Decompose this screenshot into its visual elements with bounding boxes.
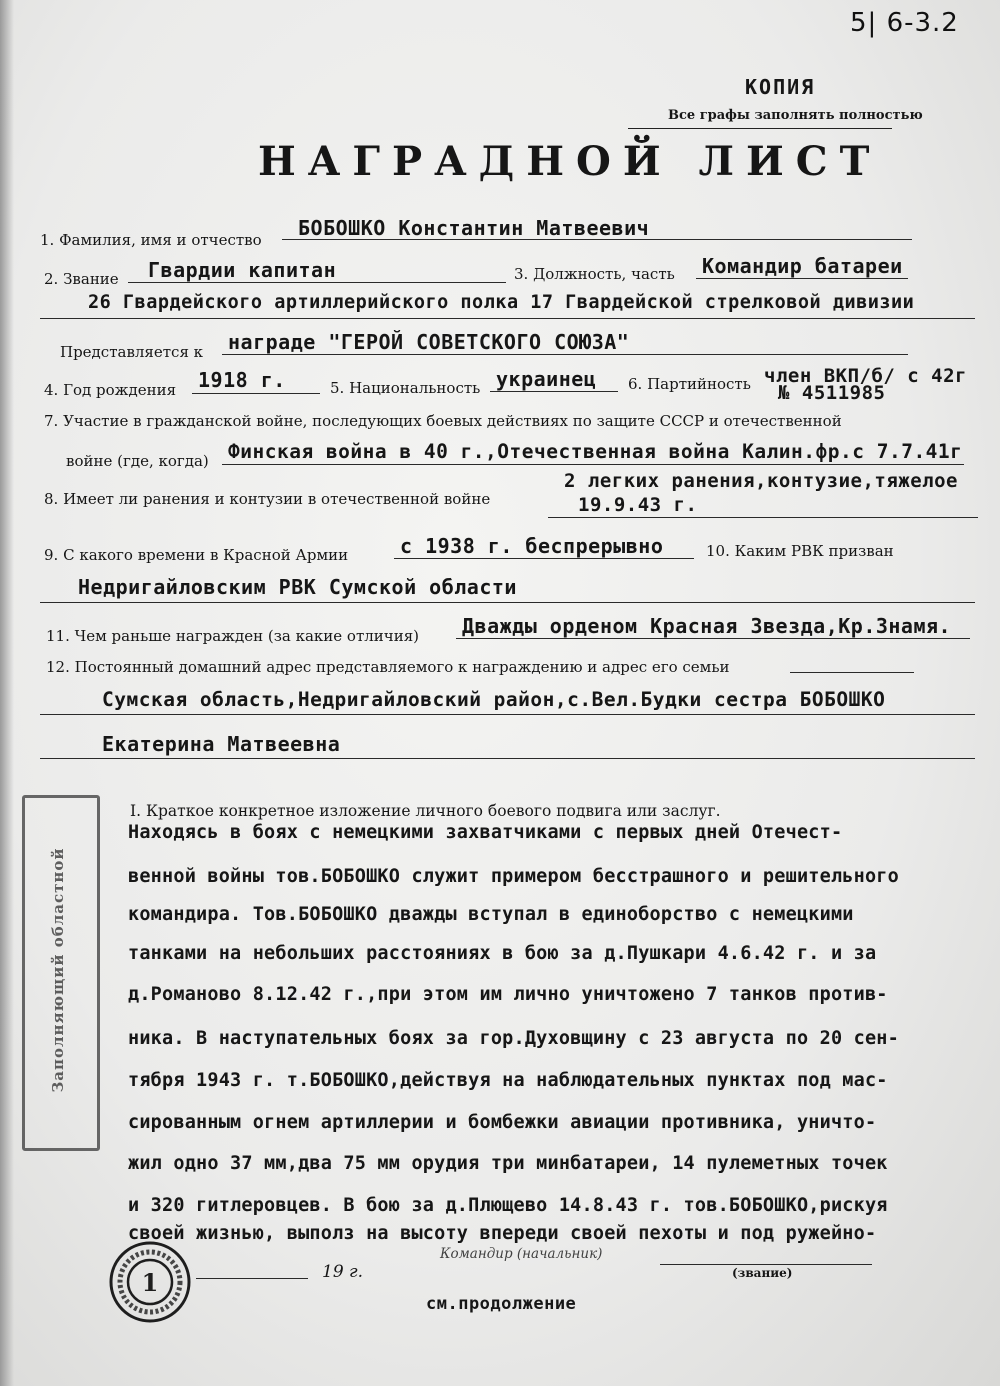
field-10-value: Недригайловским РВК Сумской области — [78, 575, 517, 599]
feat-line: танками на небольших расстояниях в бою за д.Пушкари 4.6.42 г. и за — [128, 943, 877, 964]
field-12-rule-1 — [40, 714, 975, 715]
document-title: НАГРАДНОЙ ЛИСТ — [258, 138, 882, 185]
field-5-label: 5. Национальность — [330, 379, 481, 397]
archive-stamp-text: Заполняющий областной — [49, 847, 67, 1093]
feat-line: сированным огнем артиллерии и бомбежки авиации противника, уничто- — [128, 1112, 877, 1133]
presentation-value: награде "ГЕРОЙ СОВЕТСКОГО СОЮЗА" — [228, 330, 630, 354]
field-12-rule-2 — [40, 758, 975, 759]
field-1-label: 1. Фамилия, имя и отчество — [40, 231, 262, 249]
field-4-label: 4. Год рождения — [44, 381, 177, 399]
field-3-value-cont: 26 Гвардейского артиллерийского полка 17 Гвардейской стрелковой дивизии — [88, 292, 915, 313]
round-seal-icon — [108, 1240, 192, 1324]
feat-line: д.Романово 8.12.42 г.,при этом им лично уничтожено 7 танков против- — [128, 984, 888, 1005]
archive-mark: 5| 6-3.2 — [850, 8, 959, 38]
feat-heading: I. Краткое конкретное изложение личного боевого подвига или заслуг. — [130, 802, 721, 820]
fill-note: Все графы заполнять полностью — [668, 108, 923, 123]
year-label: 19 г. — [322, 1262, 364, 1282]
field-9-rule — [394, 558, 694, 559]
field-12-label: 12. Постоянный домашний адрес представляемого к награждению и адрес его семьи — [46, 658, 730, 676]
field-10-label: 10. Каким РВК призван — [706, 542, 894, 560]
field-2-rule — [128, 282, 506, 283]
field-3-value: Командир батареи — [702, 254, 903, 278]
feat-line: командира. Тов.БОБОШКО дважды вступал в единоборство с немецкими — [128, 904, 854, 925]
fill-note-rule — [628, 128, 892, 129]
feat-line: Находясь в боях с немецкими захватчиками с первых дней Отечест- — [128, 822, 843, 843]
feat-line: и 320 гитлеровцев. В бою за д.Плющево 14.8.43 г. тов.БОБОШКО,рискуя — [128, 1195, 888, 1216]
field-6-value: член ВКП/б/ с 42г — [764, 365, 967, 387]
field-6-label: 6. Партийность — [628, 375, 751, 393]
feat-line: ника. В наступательных боях за гор.Духовщину с 23 августа по 20 сен- — [128, 1028, 899, 1049]
presentation-rule — [222, 354, 908, 355]
field-6-value-cont: № 4511985 — [778, 382, 886, 404]
field-7-label-cont: войне (где, когда) — [66, 452, 209, 470]
field-3-label: 3. Должность, часть — [514, 265, 675, 283]
field-8-value: 2 легких ранения,контузие,тяжелое — [564, 470, 958, 492]
date-rule — [196, 1278, 308, 1279]
field-4-value: 1918 г. — [198, 368, 286, 392]
field-1-rule — [282, 239, 912, 240]
field-8-label: 8. Имеет ли ранения и контузии в отечественной войне — [44, 490, 491, 508]
seal-number: 1 — [141, 1268, 159, 1297]
feat-line: тября 1943 г. т.БОБОШКО,действуя на наблюдательных пунктах под мас- — [128, 1070, 888, 1091]
field-2-value: Гвардии капитан — [148, 258, 337, 282]
field-8-rule — [548, 517, 978, 518]
field-12-rule-head — [790, 672, 914, 673]
field-8-value-cont: 19.9.43 г. — [578, 494, 698, 516]
field-10-rule — [40, 602, 975, 603]
field-11-value: Дважды орденом Красная Звезда,Кр.Знамя. — [462, 614, 952, 638]
feat-line: своей жизнью, выполз на высоту впереди своей пехоты и под ружейно- — [128, 1223, 877, 1244]
field-12-value-1: Сумская область,Недригайловский район,с.Вел.Будки сестра БОБОШКО — [102, 688, 886, 711]
rank-label: (звание) — [732, 1266, 793, 1280]
field-9-label: 9. С какого времени в Красной Армии — [44, 546, 349, 564]
feat-line: венной войны тов.БОБОШКО служит примером бесстрашного и решительного — [128, 866, 899, 887]
field-7-value: Финская война в 40 г.,Отечественная война Калин.фр.с 7.7.41г — [228, 440, 963, 463]
field-9-value: с 1938 г. беспрерывно — [400, 534, 664, 558]
feat-line: жил одно 37 мм,два 75 мм орудия три минбатареи, 14 пулеметных точек — [128, 1153, 888, 1174]
field-3-rule — [696, 278, 908, 279]
page-shadow — [0, 0, 14, 1386]
field-11-rule — [456, 638, 970, 639]
continued-label: см.продолжение — [426, 1294, 577, 1314]
presentation-label: Представляется к — [60, 343, 204, 361]
field-5-rule — [490, 391, 618, 392]
field-1-value: БОБОШКО Константин Матвеевич — [298, 216, 650, 240]
field-5-value: украинец — [496, 367, 597, 391]
commander-label: Командир (начальник) — [440, 1246, 603, 1262]
field-2-label: 2. Звание — [44, 270, 119, 288]
field-11-label: 11. Чем раньше награжден (за какие отличия) — [46, 627, 420, 645]
field-3-rule-cont — [40, 318, 975, 319]
field-12-value-2: Екатерина Матвеевна — [102, 732, 341, 756]
field-7-rule — [222, 464, 964, 465]
field-4-rule — [192, 393, 320, 394]
signature-rule — [660, 1264, 872, 1265]
field-7-label: 7. Участие в гражданской войне, последующих боевых действиях по защите СССР и отечественной — [44, 412, 842, 430]
copy-label: КОПИЯ — [745, 75, 816, 99]
